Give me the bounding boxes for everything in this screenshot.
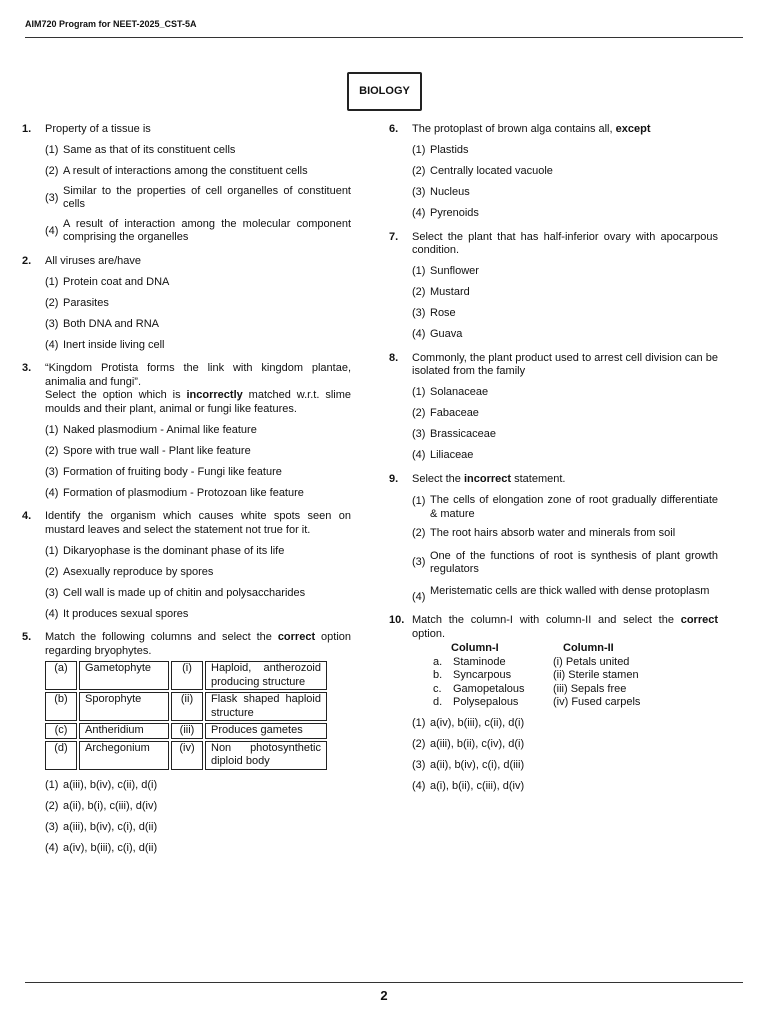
question-9	[389, 473, 718, 605]
option-1[interactable]: (1) a(iv), b(iii), c(ii), d(i)	[412, 717, 525, 729]
question-7	[389, 231, 718, 342]
option-4[interactable]: (4) Guava	[412, 328, 463, 340]
question-6	[389, 123, 718, 221]
question-text: Match the following columns and select the correct option regarding bryophytes.	[45, 631, 351, 657]
match-table	[43, 659, 329, 772]
question-number: 1.	[22, 123, 32, 135]
question-number: 10.	[389, 614, 405, 626]
option-4[interactable]: (4) Liliaceae	[412, 449, 474, 461]
question-number: 9.	[389, 472, 399, 485]
question-number: 6.	[389, 123, 399, 135]
option-1[interactable]: (1) Plastids	[412, 144, 469, 156]
match-row: d. Polysepalous (iv) Fused carpels	[433, 696, 641, 708]
option-1[interactable]: (1) Protein coat and DNA	[45, 275, 170, 288]
option-1[interactable]: (1) a(iii), b(iv), c(ii), d(i)	[45, 779, 158, 791]
option-2[interactable]: (2) a(ii), b(i), c(iii), d(iv)	[45, 800, 158, 812]
option-2[interactable]: (2) Fabaceae	[412, 407, 479, 419]
match-row: c. Gamopetalous (iii) Sepals free	[433, 682, 627, 695]
option-3[interactable]: (3) Brassicaceae	[412, 428, 497, 440]
question-3	[22, 362, 351, 500]
option-3[interactable]: (3) Formation of fruiting body - Fungi like feature	[45, 465, 282, 478]
question-text: Property of a tissue is	[45, 123, 151, 135]
question-text: The protoplast of brown alga contains all, except	[412, 123, 651, 135]
question-number: 4.	[22, 510, 32, 522]
option-1[interactable]: (1) Same as that of its constituent cells	[45, 144, 236, 156]
option-2[interactable]: (2) Spore with true wall - Plant like feature	[45, 444, 251, 457]
option-1[interactable]: (1) Solanaceae	[412, 386, 489, 398]
option-1[interactable]: (1) Naked plasmodium - Animal like feature	[45, 423, 257, 436]
question-number: 5.	[22, 631, 32, 643]
table-row: (c) Antheridium (iii) Produces gametes	[45, 723, 327, 739]
table-row: (b) Sporophyte (ii) Flask shaped haploid structure	[45, 692, 327, 721]
question-8	[389, 352, 718, 463]
question-2	[22, 255, 351, 353]
option-2[interactable]: (2) Centrally located vacuole	[412, 165, 553, 177]
option-4[interactable]: (4) a(i), b(ii), c(iii), d(iv)	[412, 780, 525, 792]
option-1[interactable]: (1) Dikaryophase is the dominant phase of its life	[45, 544, 285, 557]
option-2[interactable]: (2) Parasites	[45, 296, 109, 309]
question-text: All viruses are/have	[45, 254, 141, 267]
question-text: Commonly, the plant product used to arrest cell division can be isolated from the family	[412, 351, 718, 377]
table-row: (a) Gametophyte (i) Haploid, antherozoid producing structure	[45, 661, 327, 690]
question-5	[22, 631, 351, 856]
option-2[interactable]: (2) Asexually reproduce by spores	[45, 565, 214, 578]
question-text: Match the column-I with column-II and select the correct option.	[412, 614, 718, 640]
question-text: “Kingdom Protista forms the link with kingdom plantae, animalia and fungi”. Select the option which is incorrectly matched w.r.t. slime moulds and their plant, animal or fungi like features.	[45, 362, 351, 415]
option-2[interactable]: (2) A result of interactions among the constituent cells	[45, 165, 308, 177]
option-4[interactable]: (4) Meristematic cells are thick walled with dense protoplasm	[412, 584, 710, 603]
question-1	[22, 123, 351, 245]
question-number: 7.	[389, 230, 399, 243]
question-text: Select the incorrect statement.	[412, 472, 566, 485]
option-4[interactable]: (4) Formation of plasmodium - Protozoan like feature	[45, 486, 304, 499]
option-3[interactable]: (3) a(ii), b(iv), c(i), d(iii)	[412, 759, 525, 771]
option-2[interactable]: (2) Mustard	[412, 286, 470, 298]
option-1[interactable]: (1) Sunflower	[412, 265, 479, 277]
question-4	[22, 510, 351, 621]
option-3[interactable]: (3) a(iii), b(iv), c(i), d(ii)	[45, 821, 158, 833]
question-10	[389, 614, 718, 794]
option-3[interactable]: (3) Similar to the properties of cell organelles of constituent cells	[45, 184, 351, 210]
table-row: (d) Archegonium (iv) Non photosynthetic diploid body	[45, 741, 327, 770]
option-4[interactable]: (4) Inert inside living cell	[45, 338, 165, 351]
option-4[interactable]: (4) Pyrenoids	[412, 207, 479, 219]
page-number: 2	[380, 988, 388, 1003]
option-1[interactable]: (1) The cells of elongation zone of root gradually differentiate & mature	[412, 494, 718, 520]
left-column	[22, 123, 351, 859]
subject-title: BIOLOGY	[347, 72, 422, 111]
option-4[interactable]: (4) a(iv), b(iii), c(i), d(ii)	[45, 842, 158, 854]
document-header: AIM720 Program for NEET-2025_CST-5A	[25, 19, 197, 29]
option-3[interactable]: (3) Rose	[412, 307, 456, 319]
option-3[interactable]: (3) Cell wall is made up of chitin and polysaccharides	[45, 586, 306, 599]
question-text: Select the plant that has half-inferior ovary with apocarpous condition.	[412, 230, 718, 256]
header-divider	[25, 37, 743, 38]
right-column	[389, 123, 718, 797]
match-row: a. Staminode (i) Petals united	[433, 655, 630, 668]
question-number: 2.	[22, 254, 32, 267]
question-number: 3.	[22, 362, 32, 374]
option-3[interactable]: (3) One of the functions of root is synthesis of plant growth regulators	[412, 549, 718, 575]
option-3[interactable]: (3) Both DNA and RNA	[45, 317, 159, 330]
option-2[interactable]: (2) a(iii), b(ii), c(iv), d(i)	[412, 738, 525, 750]
column-headers: Column-I Column-II	[451, 642, 614, 654]
option-2[interactable]: (2) The root hairs absorb water and minerals from soil	[412, 527, 676, 539]
footer-divider	[25, 982, 743, 983]
match-row: b. Syncarpous (ii) Sterile stamen	[433, 669, 639, 681]
option-4[interactable]: (4) It produces sexual spores	[45, 607, 189, 620]
question-text: Identify the organism which causes white spots seen on mustard leaves and select the statement not true for it.	[45, 510, 351, 536]
option-3[interactable]: (3) Nucleus	[412, 186, 470, 198]
option-4[interactable]: (4) A result of interaction among the molecular component comprising the organelles	[45, 217, 351, 243]
question-number: 8.	[389, 351, 399, 364]
